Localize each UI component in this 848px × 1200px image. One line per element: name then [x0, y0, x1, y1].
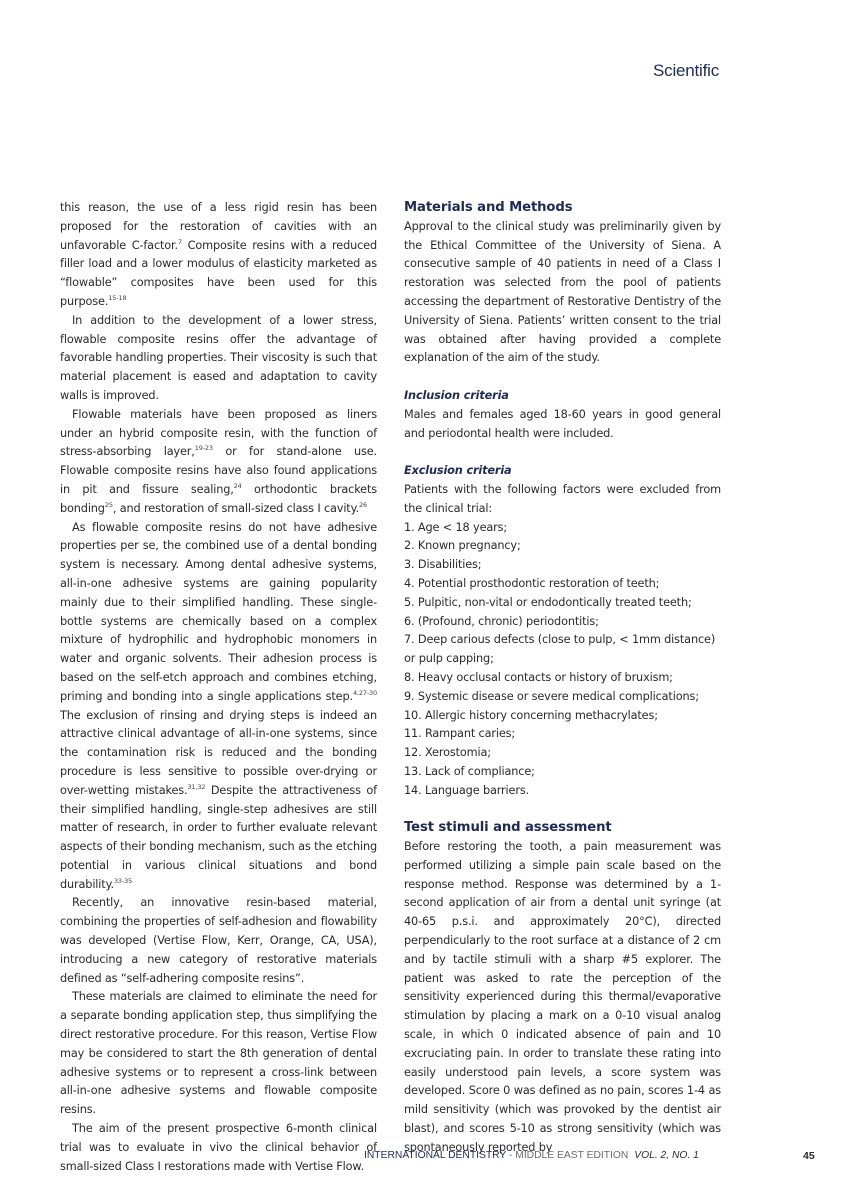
citation: 33-35: [113, 876, 133, 885]
text-run: orthodontic brackets bonding: [60, 482, 377, 515]
list-item: 8. Heavy occlusal contacts or history of bruxism;: [404, 670, 673, 684]
list-item: 7. Deep carious defects (close to pulp, < 1mm distance) or pulp capping;: [404, 633, 716, 666]
section-label: Scientific: [653, 61, 720, 80]
spacer: [404, 443, 721, 462]
paragraph-4: [60, 519, 377, 895]
text-run: As flowable composite resins do not have adhesive properties per se, the combined use of a dental bonding system is necessary. Among dental adhesive systems, all-in-one adhesive systems are gaining popularity mainly due to their simplified handling. These single-bottle systems are chemically based on a complex mixture of hydrophilic and hydrophobic monomers in water and organic solvents. Their adhesion process is based on the self-etch approach and combines etching, priming and bonding into a single applications step.: [60, 520, 377, 703]
list-item: 6. (Profound, chronic) periodontitis;: [404, 614, 599, 628]
paragraph-6: These materials are claimed to eliminate the need for a separate bonding application step, thus simplifying the direct restorative procedure. For this reason, Vertise Flow may be considered to start the 8th generation of dental adhesive systems or to represent a cross-link between all-in-one adhesive systems and flowable composite resins.: [60, 990, 377, 1117]
right-column: [404, 199, 721, 1158]
citation: 24: [233, 481, 242, 490]
text-run: or for stand-alone use. Flowable composite resins have also found applications in pit and fissure sealing,: [60, 445, 377, 496]
test-stimuli-heading: Test stimuli and assessment: [404, 820, 612, 836]
list-item: 3. Disabilities;: [404, 558, 482, 572]
journal-volume: VOL. 2, NO. 1: [634, 1150, 699, 1161]
text-run: this reason, the use of a less rigid resin has been proposed for the restoration of cavities with an unfavorable C-factor.: [60, 201, 377, 252]
journal-edition: - MIDDLE EAST EDITION: [506, 1150, 629, 1161]
list-item: 13. Lack of compliance;: [404, 764, 535, 778]
paragraph-2: In addition to the development of a lower stress, flowable composite resins offer the advantage of favorable handling properties. Their viscosity is such that material placement is eased and adaptation to cavity walls is improved.: [60, 313, 377, 402]
journal-footer: [364, 1150, 699, 1161]
exclusion-criteria-list: [404, 519, 721, 801]
list-item: 5. Pulpitic, non-vital or endodontically treated teeth;: [404, 595, 692, 609]
inclusion-criteria-heading: Inclusion criteria: [404, 388, 509, 402]
list-item: 14. Language barriers.: [404, 783, 529, 797]
paragraph-1: [60, 199, 377, 312]
page-number: 45: [803, 1150, 815, 1162]
text-run: The exclusion of rinsing and drying steps is indeed an attractive clinical advantage of all-in-one systems, since the contamination risk is reduced and the bonding procedure is less sensitive to possible over-drying or over-wetting mistakes.: [60, 708, 377, 797]
materials-methods-text: Approval to the clinical study was preliminarily given by the Ethical Committee of the University of Siena. A consecutive sample of 40 patients in need of a Class I restoration was selected from the pool of patients accessing the department of Restorative Dentistry of the University of Siena. Patients’ written consent to the trial was obtained after having provided a complete explanation of the aim of the study.: [404, 219, 721, 365]
left-column: [60, 199, 377, 1176]
list-item: 9. Systemic disease or severe medical complications;: [404, 689, 699, 703]
citation: 25: [104, 500, 113, 509]
list-item: 11. Rampant caries;: [404, 727, 516, 741]
spacer: [404, 801, 721, 820]
exclusion-criteria-heading: Exclusion criteria: [404, 464, 512, 478]
journal-name: INTERNATIONAL DENTISTRY: [364, 1150, 507, 1161]
text-run: , and restoration of small-sized class I cavity.: [112, 501, 359, 515]
list-item: 12. Xerostomia;: [404, 746, 491, 760]
citation: 31,32: [187, 782, 206, 791]
citation: 4,27-30: [352, 688, 377, 697]
test-stimuli-text: Before restoring the tooth, a pain measurement was performed utilizing a simple pain scale based on the response method. Response was determined by a 1-second application of air from a dental unit syringe (at 40-65 p.s.i. and approximately 20°C), directed perpendicularly to the root surface at a distance of 2 cm and by tactile stimuli with a sharp #5 explorer. The patient was asked to rate the perception of the sensitivity experienced during this thermal/evaporative stimulation by placing a mark on a 0-10 visual analog scale, in which 0 indicated absence of pain and 10 excruciating pain. In order to translate these rating into easily understood pain levels, a score system was developed. Score 0 was defined as no pain, scores 1-4 as mild sensitivity (which was provoked by the dentist air blast), and scores 5-10 as strong sensitivity (which was spontaneously reported by: [404, 840, 721, 1154]
materials-methods-heading: Materials and Methods: [404, 200, 573, 215]
paragraph-3: [60, 406, 377, 519]
text-run: Flowable materials have been proposed as liners under an hybrid composite resin, with the function of stress-absorbing layer,: [60, 407, 377, 459]
list-item: 1. Age < 18 years;: [404, 520, 508, 534]
list-item: 4. Potential prosthodontic restoration of teeth;: [404, 576, 660, 590]
citation: 7: [177, 237, 182, 246]
citation: 19-23: [194, 444, 213, 453]
exclusion-criteria-intro: Patients with the following factors were excluded from the clinical trial:: [404, 482, 721, 515]
paragraph-5: Recently, an innovative resin-based material, combining the properties of self-adhesion and flowability was developed (Vertise Flow, Kerr, Orange, CA, USA), introducing a new category of restorative materials defined as “self-adhering composite resins”.: [60, 896, 377, 985]
list-item: 10. Allergic history concerning methacrylates;: [404, 708, 658, 722]
list-item: 2. Known pregnancy;: [404, 539, 521, 553]
text-run: Despite the attractiveness of their simplified handling, single-step adhesives are still matter of research, in order to further evaluate relevant aspects of their bonding mechanism, such as the etching potential in various clinical situations and bond durability.: [60, 783, 377, 891]
spacer: [404, 368, 721, 387]
citation: 15-18: [108, 293, 127, 302]
text-run: Composite resins with a reduced filler load and a lower modulus of elasticity marketed as “flowable” composites have been used for this purpose.: [60, 238, 378, 308]
paragraph-7: The aim of the present prospective 6-month clinical trial was to evaluate in vivo the clinical behavior of small-sized Class I restorations made with Vertise Flow.: [60, 1122, 377, 1173]
inclusion-criteria-text: Males and females aged 18-60 years in good general and periodontal health were included.: [404, 407, 721, 440]
citation: 26: [358, 500, 367, 509]
